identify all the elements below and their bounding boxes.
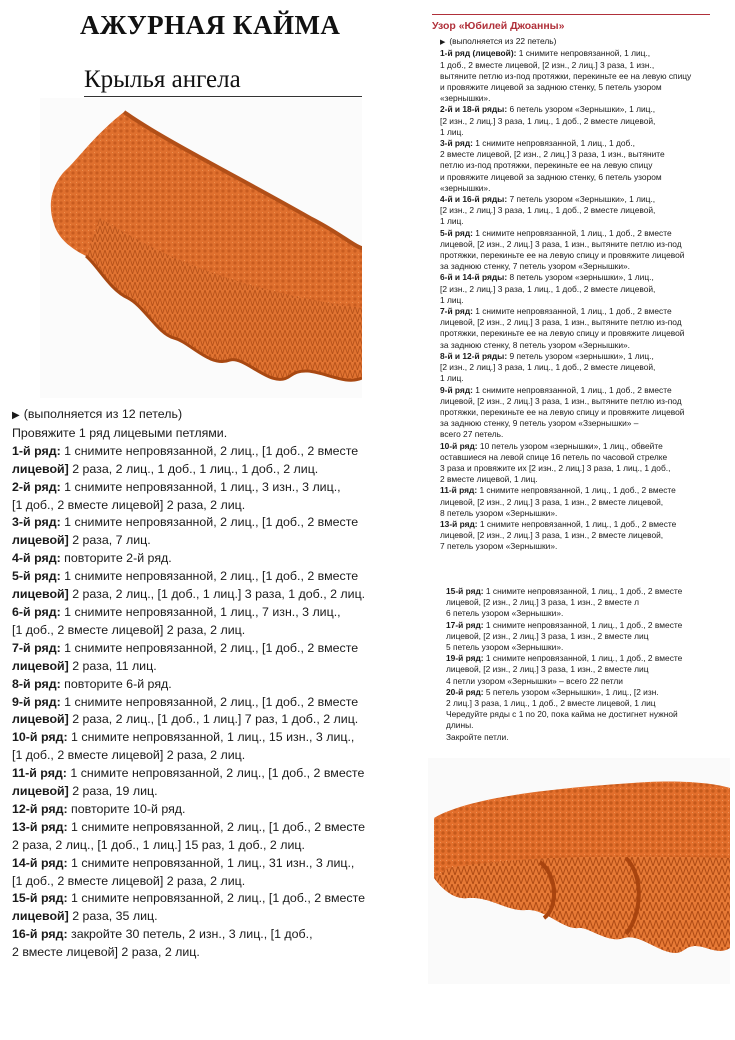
row-label: лицевой] — [12, 658, 69, 673]
row-label: 17-й ряд: — [446, 619, 484, 630]
row-label: 1-й ряд: — [12, 443, 61, 458]
row-text: лицевой, [2 изн., 2 лиц.] 3 раза, 1 изн., 2 вместе л — [446, 597, 640, 608]
instruction-line — [12, 837, 432, 855]
row-text: 1 снимите непровязанной, 1 лиц., 1 доб., 2 вместе — [472, 384, 672, 395]
row-text: лицевой, [2 изн., 2 лиц.] 3 раза, 1 изн., 2 вместе лицевой, — [440, 496, 664, 507]
row-label: 15-й ряд: — [446, 586, 484, 596]
row-label: 11-й ряд: — [12, 766, 67, 781]
row-text: 6 петель узором «Зернышки». — [446, 608, 564, 619]
pattern-header: Узор «Юбилей Джоанны» — [432, 14, 710, 32]
row-text: 2 раза, 2 лиц., [1 доб., 1 лиц.] 15 раз, 1 доб., 2 лиц. — [12, 837, 305, 852]
pattern-row-paragraph — [440, 441, 710, 486]
row-text: 1 снимите непровязанной, 1 лиц., 1 доб., — [472, 138, 635, 149]
pattern-line — [440, 104, 710, 115]
row-text: 3 раза и провяжите их [2 изн., 2 лиц.] 3 раза, 1 лиц., 1 доб., — [440, 462, 671, 473]
instruction-line — [12, 694, 432, 712]
row-text: 6 петель узором «Зернышки», 1 лиц., — [507, 104, 656, 115]
pattern-line — [440, 127, 710, 138]
instruction-line — [12, 747, 432, 765]
row-label: 16-й ряд: — [12, 927, 68, 942]
row-text: 1 лиц. — [440, 126, 464, 137]
pattern-line — [446, 664, 710, 675]
row-label: 10-й ряд: — [12, 730, 68, 745]
row-text: 1 снимите непровязанной, 2 лиц., [1 доб., 2 вместе — [60, 640, 359, 655]
row-text: 1 снимите непровязанной, 2 лиц., [1 доб., 2 вместе — [60, 694, 359, 709]
row-text: 2 вместе лицевой, [2 изн., 2 лиц.] 3 раза, 1 изн., вытяните — [440, 149, 665, 160]
pattern-line — [446, 597, 710, 608]
pattern-line — [446, 586, 710, 597]
pattern-line — [440, 385, 710, 396]
pattern-line — [446, 720, 710, 731]
row-text: петлю из-под протяжки, перекиньте ее на левую спицу — [440, 160, 653, 171]
pattern-line — [446, 732, 710, 743]
instruction-line — [12, 926, 432, 944]
row-label: 20-й ряд: — [446, 686, 484, 697]
row-text: 2 раза, 35 лиц. — [68, 909, 158, 924]
pattern-line — [446, 631, 710, 642]
instruction-line — [12, 908, 432, 926]
pattern-line — [440, 396, 710, 407]
pattern-line — [446, 620, 710, 631]
pattern-line — [440, 216, 710, 227]
row-label: лицевой] — [12, 909, 69, 924]
pattern-line — [440, 541, 710, 552]
row-text: 1 снимите непровязанной, 1 лиц., 1 доб., 2 вместе — [483, 619, 683, 630]
subtitle-divider — [84, 96, 362, 97]
row-text: за заднюю стенку, 8 петель узором «Зернышки». — [440, 339, 631, 350]
pattern-row-paragraph — [440, 194, 710, 228]
pattern-line — [440, 340, 710, 351]
row-text: лицевой, [2 изн., 2 лиц.] 3 раза, 1 изн., 2 вместе лицевой, — [440, 530, 664, 541]
instruction-line — [12, 801, 432, 819]
row-text: 1 снимите непровязанной, 2 лиц., [1 доб., 2 вместе — [67, 891, 366, 906]
row-label: 19-й ряд: — [446, 653, 484, 664]
row-text: 1 снимите непровязанной, 1 лиц., 1 доб., 2 вместе — [477, 518, 677, 529]
row-text: [1 доб., 2 вместе лицевой] 2 раза, 2 лиц. — [12, 748, 246, 763]
row-text: [1 доб., 2 вместе лицевой] 2 раза, 2 лиц. — [12, 497, 246, 512]
instruction-line — [12, 443, 432, 461]
pattern-line — [440, 183, 710, 194]
instruction-line — [12, 514, 432, 532]
row-text: 2 раза, 11 лиц. — [68, 658, 157, 673]
pattern-row-paragraph — [446, 620, 710, 654]
pattern-row-paragraph — [440, 228, 710, 273]
knit-collar-image — [40, 98, 362, 398]
row-text: лицевой, [2 изн., 2 лиц.] 3 раза, 1 изн., 2 вместе лиц — [446, 664, 649, 675]
pattern-row-paragraph — [440, 485, 710, 519]
row-instructions — [12, 443, 432, 962]
pattern-line — [440, 194, 710, 205]
pattern-line — [440, 317, 710, 328]
row-text: протяжки, перекиньте ее на левую спицу и провяжите лицевой — [440, 328, 685, 339]
pattern-rows — [440, 48, 710, 552]
pattern-line — [440, 71, 710, 82]
pattern-line — [446, 642, 710, 653]
pattern-line — [440, 284, 710, 295]
page-title: АЖУРНАЯ КАЙМА — [80, 10, 341, 40]
pattern-line — [440, 272, 710, 283]
row-label: 7-й ряд: — [440, 306, 473, 317]
intro-line: Провяжите 1 ряд лицевыми петлями. — [12, 425, 228, 440]
pattern-line — [440, 508, 710, 519]
pattern-line — [440, 362, 710, 373]
stitch-count-note: ▶ (выполняется из 12 петель) — [12, 407, 183, 421]
knit-border-image — [428, 758, 730, 984]
pattern-line — [440, 261, 710, 272]
row-text: 2 вместе лицевой, 1 лиц. — [440, 474, 538, 485]
row-label: 14-й ряд: — [12, 855, 68, 870]
row-label: 1-й ряд (лицевой): — [440, 48, 517, 59]
pattern-line — [440, 306, 710, 317]
instruction-line — [12, 658, 432, 676]
row-label: 2-й ряд: — [12, 479, 61, 494]
row-label: 2-й и 18-й ряды: — [440, 104, 508, 115]
row-text: 10 петель узором «зернышки», 1 лиц., обвейте — [477, 440, 663, 451]
row-label: 8-й ряд: — [12, 676, 61, 691]
row-text: 1 лиц. — [440, 216, 464, 227]
pattern-row-paragraph — [440, 272, 710, 306]
row-text: 1 снимите непровязанной, 1 лиц., 15 изн., 3 лиц., — [67, 730, 355, 745]
page-subtitle: Крылья ангела — [84, 66, 241, 93]
pattern-line — [446, 653, 710, 664]
instruction-line — [12, 890, 432, 908]
pattern-line — [446, 676, 710, 687]
row-label: 6-й и 14-й ряды: — [440, 272, 508, 283]
row-label: 15-й ряд: — [12, 891, 68, 906]
row-text: «зернышки». — [440, 93, 491, 104]
row-text: 2 раза, 2 лиц., [1 доб., 1 лиц.] 3 раза, 1 доб., 2 лиц. — [68, 587, 366, 602]
row-text: 1 снимите непровязанной, 1 лиц., 3 изн., 3 лиц., — [60, 479, 341, 494]
pattern-line — [440, 373, 710, 384]
triangle-bullet-icon: ▶ — [12, 410, 20, 421]
row-label: лицевой] — [12, 533, 69, 548]
instruction-line — [12, 765, 432, 783]
instruction-line — [12, 873, 432, 891]
row-text: 7 петель узором «Зернышки», 1 лиц., — [507, 194, 656, 205]
row-text: 1 снимите непровязанной, 1 лиц., 1 доб., 2 вместе — [472, 306, 672, 317]
row-text: вытяните петлю из-под протяжки, перекиньте ее на левую спицу — [440, 70, 692, 81]
pattern-line — [440, 519, 710, 530]
pattern-body — [432, 36, 710, 552]
row-text: 2 раза, 2 лиц., 1 доб., 1 лиц., 1 доб., 2 лиц. — [68, 461, 319, 476]
instruction-line — [12, 604, 432, 622]
row-text: 2 лиц.] 3 раза, 1 лиц., 1 доб., 2 вместе лицевой, 1 лиц — [446, 698, 656, 709]
pattern-line — [440, 474, 710, 485]
pattern-rows-continued — [446, 586, 710, 743]
row-text: 8 петель узором «Зернышки». — [440, 507, 558, 518]
pattern-line — [440, 93, 710, 104]
pattern-line — [440, 250, 710, 261]
pattern-line — [440, 407, 710, 418]
row-text: 2 раза, 7 лиц. — [68, 533, 151, 548]
instruction-line — [12, 819, 432, 837]
row-text: 5 петель узором «Зернышки». — [446, 642, 564, 653]
row-label: 10-й ряд: — [440, 440, 478, 451]
row-text: 1 снимите непровязанной, 1 лиц., 1 доб., 2 вместе — [472, 227, 672, 238]
row-text: 1 снимите непровязанной, 2 лиц., [1 доб., 2 вместе — [60, 569, 359, 584]
row-label: лицевой] — [12, 712, 69, 727]
pattern-row-paragraph — [440, 104, 710, 138]
row-text: и провяжите лицевой за заднюю стенку, 6 петель узором — [440, 171, 662, 182]
pattern-line — [440, 418, 710, 429]
pattern-line — [440, 463, 710, 474]
instruction-line — [12, 479, 432, 497]
pattern-line — [446, 687, 710, 698]
pattern-line — [440, 149, 710, 160]
row-text: повторите 10-й ряд. — [67, 801, 186, 816]
row-text: 1 доб., 2 вместе лицевой, [2 изн., 2 лиц.] 3 раза, 1 изн., — [440, 59, 655, 70]
row-text: и провяжите лицевой за заднюю стенку, 5 петель узором — [440, 82, 662, 93]
row-text: лицевой, [2 изн., 2 лиц.] 3 раза, 1 изн., вытяните петлю из-под — [440, 238, 682, 249]
row-label: 5-й ряд: — [440, 227, 473, 238]
pattern-line — [440, 441, 710, 452]
pattern-line — [440, 160, 710, 171]
instruction-line — [12, 640, 432, 658]
instruction-line — [12, 676, 432, 694]
row-label: 9-й ряд: — [440, 384, 473, 395]
row-label: 11-й ряд: — [440, 485, 478, 496]
row-label: 5-й ряд: — [12, 569, 61, 584]
pattern-line — [446, 709, 710, 720]
row-text: 1 снимите непровязанной, 1 лиц., 7 изн., 3 лиц., — [60, 604, 341, 619]
pattern-line — [440, 82, 710, 93]
row-text: 1 лиц. — [440, 373, 464, 384]
pattern-line — [440, 138, 710, 149]
row-text: всего 27 петель. — [440, 429, 504, 440]
instruction-line — [12, 532, 432, 550]
row-text: оставшиеся на левой спице 16 петель по часовой стрелке — [440, 451, 668, 462]
row-text: [1 доб., 2 вместе лицевой] 2 раза, 2 лиц. — [12, 622, 246, 637]
instruction-line — [12, 461, 432, 479]
pattern-line — [446, 608, 710, 619]
row-text: протяжки, перекиньте ее на левую спицу и провяжите лицевой — [440, 406, 685, 417]
row-text: 1 лиц. — [440, 294, 464, 305]
instruction-line — [12, 586, 432, 604]
pattern-line — [440, 497, 710, 508]
pattern-line — [440, 205, 710, 216]
row-text: 2 раза, 19 лиц. — [68, 784, 158, 799]
pattern-row-paragraph — [440, 138, 710, 194]
triangle-bullet-icon: ▶ — [440, 39, 446, 47]
row-text: 1 снимите непровязанной, 2 лиц., [1 доб., 2 вместе — [66, 766, 365, 781]
row-text: длины. — [446, 720, 474, 731]
pattern-line — [446, 698, 710, 709]
row-text: [2 изн., 2 лиц.] 3 раза, 1 лиц., 1 доб., 2 вместе лицевой, — [440, 362, 656, 373]
row-text: лицевой, [2 изн., 2 лиц.] 3 раза, 1 изн., 2 вместе лиц — [446, 630, 649, 641]
row-label: 3-й ряд: — [440, 138, 473, 149]
pattern-line — [440, 485, 710, 496]
row-text: 9 петель узором «зернышки», 1 лиц., — [507, 350, 654, 361]
row-text: 1 снимите непровязанной, 1 лиц., 1 доб., 2 вместе — [483, 586, 683, 596]
instruction-line — [12, 622, 432, 640]
instruction-line — [12, 944, 432, 962]
row-label: 9-й ряд: — [12, 694, 61, 709]
instruction-line — [12, 497, 432, 515]
instruction-line — [12, 729, 432, 747]
row-label: 7-й ряд: — [12, 640, 61, 655]
pattern-row-paragraph — [446, 653, 710, 687]
pattern-line — [440, 172, 710, 183]
angel-wings-instructions — [12, 406, 432, 962]
row-label: 12-й ряд: — [12, 801, 68, 816]
row-label: лицевой] — [12, 461, 69, 476]
row-text: 1 снимите непровязанной, 1 лиц., 1 доб., 2 вместе — [483, 653, 683, 664]
instruction-line — [12, 568, 432, 586]
pattern-line — [440, 295, 710, 306]
pattern-row-paragraph — [440, 306, 710, 351]
row-text: 8 петель узором «зернышки», 1 лиц., — [507, 272, 654, 283]
row-text: 1 снимите непровязанной, 1 лиц., — [516, 48, 651, 59]
pattern-line — [440, 452, 710, 463]
pattern-row-paragraph — [440, 385, 710, 441]
stitch-count-note: ▶ (выполняется из 22 петель) — [440, 36, 557, 47]
pattern-line — [440, 429, 710, 440]
row-text: 7 петель узором «Зернышки». — [440, 541, 558, 552]
pattern-line — [440, 530, 710, 541]
knit-photo-angel-wings — [40, 98, 362, 398]
pattern-line — [440, 328, 710, 339]
knit-photo-joanna — [428, 758, 730, 984]
row-text: 2 раза, 2 лиц., [1 доб., 1 лиц.] 7 раз, 1 доб., 2 лиц. — [68, 712, 359, 727]
pattern-line — [440, 60, 710, 71]
row-label: 4-й и 16-й ряды: — [440, 194, 508, 205]
row-text: [1 доб., 2 вместе лицевой] 2 раза, 2 лиц. — [12, 873, 246, 888]
row-label: лицевой] — [12, 784, 69, 799]
row-text: 1 снимите непровязанной, 2 лиц., [1 доб., 2 вместе — [60, 515, 359, 530]
row-text: 1 снимите непровязанной, 1 лиц., 31 изн., 3 лиц., — [67, 855, 355, 870]
row-text: за заднюю стенку, 7 петель узором «Зернышки». — [440, 261, 631, 272]
row-text: 5 петель узором «Зернышки», 1 лиц., [2 изн. — [483, 686, 659, 697]
pattern-line — [440, 351, 710, 362]
row-label: 13-й ряд: — [440, 518, 478, 529]
row-text: [2 изн., 2 лиц.] 3 раза, 1 лиц., 1 доб., 2 вместе лицевой, — [440, 283, 656, 294]
row-text: 1 снимите непровязанной, 1 лиц., 1 доб., 2 вместе — [477, 485, 676, 496]
row-text: повторите 2-й ряд. — [60, 551, 172, 566]
row-text: [2 изн., 2 лиц.] 3 раза, 1 лиц., 1 доб., 2 вместе лицевой, — [440, 115, 656, 126]
row-text: повторите 6-й ряд. — [60, 676, 172, 691]
instruction-line — [12, 711, 432, 729]
row-label: 6-й ряд: — [12, 604, 61, 619]
row-text: Чередуйте ряды с 1 по 20, пока кайма не достигнет нужной — [446, 709, 678, 720]
instruction-line — [12, 783, 432, 801]
joanna-pattern-column — [432, 14, 710, 553]
row-label: 8-й и 12-й ряды: — [440, 350, 508, 361]
instruction-line — [12, 855, 432, 873]
pattern-row-paragraph — [440, 351, 710, 385]
pattern-row-paragraph — [446, 586, 710, 620]
row-label: лицевой] — [12, 587, 69, 602]
pattern-row-paragraph — [446, 687, 710, 743]
row-text: протяжки, перекиньте ее на левую спицу и провяжите лицевой — [440, 250, 685, 261]
instruction-line — [12, 550, 432, 568]
row-text: 1 снимите непровязанной, 2 лиц., [1 доб., 2 вместе — [60, 443, 359, 458]
row-label: 13-й ряд: — [12, 819, 68, 834]
row-text: закройте 30 петель, 2 изн., 3 лиц., [1 доб., — [67, 927, 313, 942]
pattern-line — [440, 239, 710, 250]
pattern-row-paragraph — [440, 519, 710, 553]
row-text: 4 петли узором «Зернышки» – всего 22 петли — [446, 675, 623, 686]
row-text: за заднюю стенку, 9 петель узором «Ззернышки» – — [440, 418, 639, 429]
row-text: лицевой, [2 изн., 2 лиц.] 3 раза, 1 изн., вытяните петлю из-под — [440, 395, 682, 406]
row-label: 4-й ряд: — [12, 551, 61, 566]
row-text: Закройте петли. — [446, 731, 509, 742]
row-text: [2 изн., 2 лиц.] 3 раза, 1 лиц., 1 доб., 2 вместе лицевой, — [440, 205, 656, 216]
row-text: 2 вместе лицевой] 2 раза, 2 лиц. — [12, 945, 200, 960]
pattern-row-paragraph — [440, 48, 710, 104]
pattern-line — [440, 116, 710, 127]
pattern-line — [440, 228, 710, 239]
row-text: лицевой, [2 изн., 2 лиц.] 3 раза, 1 изн., вытяните петлю из-под — [440, 317, 682, 328]
row-text: 1 снимите непровязанной, 2 лиц., [1 доб., 2 вместе — [67, 819, 366, 834]
row-text: «зернышки». — [440, 182, 491, 193]
row-label: 3-й ряд: — [12, 515, 61, 530]
pattern-line — [440, 48, 710, 59]
